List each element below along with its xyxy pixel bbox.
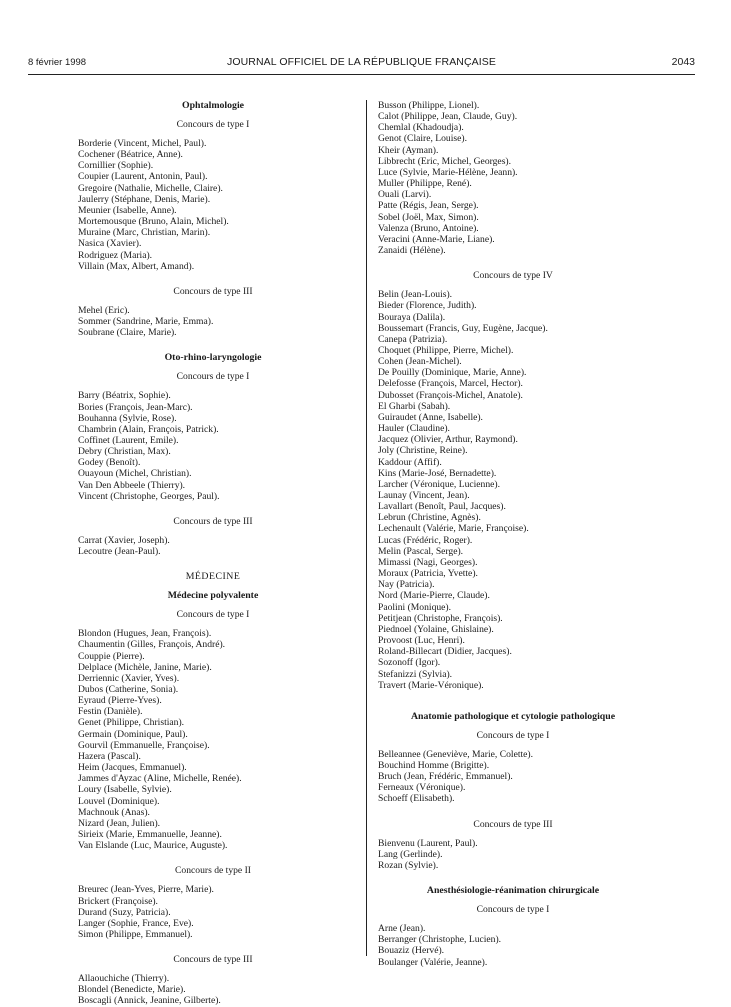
list-item: Durand (Suzy, Patricia). — [78, 906, 171, 918]
list-item: Kheir (Ayman). — [378, 144, 439, 156]
list-item: Ouali (Larvi). — [378, 189, 432, 201]
list-item: Canepa (Patrizia). — [378, 333, 448, 345]
list-item: Stefanizzi (Sylvia). — [378, 668, 453, 680]
list-item: Busson (Philippe, Lionel). — [378, 100, 480, 111]
list-item: Jaulerry (Stéphane, Denis, Marie). — [78, 193, 211, 205]
list-item: Simon (Philippe, Emmanuel). — [78, 928, 193, 940]
list-item: Lang (Gerlinde). — [378, 848, 443, 860]
list-item: Boulanger (Valérie, Jeanne). — [378, 956, 488, 968]
list-item: Paolini (Monique). — [378, 601, 452, 613]
list-item: Valenza (Bruno, Antoine). — [378, 222, 479, 234]
list-item: Chambrin (Alain, François, Patrick). — [78, 423, 219, 435]
list-item: Carrat (Xavier, Joseph). — [78, 534, 170, 546]
list-item: Dubosset (François-Michel, Anatole). — [378, 389, 523, 401]
list-item: Delefosse (François, Marcel, Hector). — [378, 378, 523, 390]
list-item: Lebrun (Christine, Agnès). — [378, 512, 481, 524]
subsection-heading: Concours de type IV — [473, 270, 553, 282]
list-item: Villain (Max, Albert, Amand). — [78, 260, 195, 272]
list-item: Eyraud (Pierre-Yves). — [78, 695, 162, 707]
list-item: Calot (Philippe, Jean, Claude, Guy). — [378, 111, 518, 123]
list-item: Van Elslande (Luc, Maurice, Auguste). — [78, 840, 228, 852]
list-item: Delplace (Michèle, Janine, Marie). — [78, 661, 212, 673]
section-heading: MÉDECINE — [185, 571, 241, 583]
list-item: Chaumentin (Gilles, François, André). — [78, 639, 226, 651]
list-item: Barry (Béatrix, Sophie). — [78, 390, 171, 402]
list-item: Sobel (Joël, Max, Simon). — [378, 211, 479, 223]
list-item: Sozonoff (Igor). — [378, 657, 441, 669]
list-item: Machnouk (Anas). — [78, 806, 150, 818]
list-item: Joly (Christine, Reine). — [378, 445, 468, 457]
list-item: Mortemousque (Bruno, Alain, Michel). — [78, 216, 229, 228]
subsection-heading: Concours de type III — [173, 954, 253, 966]
list-item: Zanaidi (Hélène). — [378, 245, 446, 257]
list-item: Coffinet (Laurent, Emile). — [78, 434, 179, 446]
list-item: Louvel (Dominique). — [78, 795, 160, 807]
list-item: Ouayoun (Michel, Christian). — [78, 468, 192, 480]
list-item: Patte (Régis, Jean, Serge). — [378, 200, 479, 212]
list-item: Boussemart (Francis, Guy, Eugène, Jacque). — [378, 322, 548, 334]
list-item: Belin (Jean-Louis). — [378, 289, 453, 301]
list-item: Blondel (Benedicte, Marie). — [78, 984, 186, 996]
section-heading: Oto-rhino-laryngologie — [164, 352, 262, 364]
list-item: Jacquez (Olivier, Arthur, Raymond). — [378, 434, 518, 446]
list-item: Cornillier (Sophie). — [78, 160, 154, 172]
subsection-heading: Concours de type I — [476, 904, 550, 916]
list-item: Choquet (Philippe, Pierre, Michel). — [378, 344, 514, 356]
list-item: Guiraudet (Anne, Isabelle). — [378, 411, 483, 423]
list-item: Langer (Sophie, France, Eve). — [78, 917, 194, 929]
list-item: Kins (Marie-José, Bernadette). — [378, 467, 497, 479]
list-item: Lavallart (Benoît, Paul, Jacques). — [378, 501, 506, 513]
list-item: Blondon (Hugues, Jean, François). — [78, 628, 212, 640]
list-item: Van Den Abbeele (Thierry). — [78, 479, 186, 491]
header-date: 8 février 1998 — [28, 57, 87, 68]
list-item: Rozan (Sylvie). — [378, 859, 439, 871]
list-item: Breurec (Jean-Yves, Pierre, Marie). — [78, 884, 214, 896]
list-item: Coupier (Laurent, Antonin, Paul). — [78, 171, 208, 183]
list-item: Gourvil (Emmanuelle, Françoise). — [78, 739, 210, 751]
list-item: Godey (Benoît). — [78, 457, 141, 469]
list-item: Nasica (Xavier). — [78, 238, 142, 250]
list-item: Meunier (Isabelle, Anne). — [78, 204, 177, 216]
list-item: Jammes d'Ayzac (Aline, Michelle, Renée). — [78, 773, 242, 785]
list-item: Sirieix (Marie, Emmanuelle, Jeanne). — [78, 829, 222, 841]
list-item: Rodriguez (Maria). — [78, 249, 153, 261]
header-rule — [28, 74, 695, 75]
list-item: Ferneaux (Véronique). — [378, 782, 466, 794]
list-item: Melin (Pascal, Serge). — [378, 545, 464, 557]
list-item: Libbrecht (Eric, Michel, Georges). — [378, 155, 512, 167]
list-item: Schoeff (Elisabeth). — [378, 793, 455, 805]
list-item: Derriennic (Xavier, Yves). — [78, 672, 180, 684]
list-item: Arne (Jean). — [378, 923, 426, 935]
list-item: Hauler (Claudine). — [378, 423, 450, 435]
subsection-heading: Concours de type I — [176, 119, 250, 130]
list-item: Nizard (Jean, Julien). — [78, 817, 161, 829]
list-item: Veracini (Anne-Marie, Liane). — [378, 233, 495, 245]
list-item: Bieder (Florence, Judith). — [378, 300, 477, 312]
list-item: Chemlal (Khadoudja). — [378, 122, 464, 134]
list-item: Bouraya (Dalila). — [378, 311, 446, 323]
list-item: Muraine (Marc, Christian, Marin). — [78, 227, 211, 239]
list-item: Festin (Danièle). — [78, 706, 143, 718]
subsection-heading: Concours de type III — [173, 515, 253, 527]
list-item: Provoost (Luc, Henri). — [378, 635, 465, 647]
list-item: Hazera (Pascal). — [78, 750, 141, 762]
list-item: Lucas (Frédéric, Roger). — [378, 534, 473, 546]
list-item: Soubrane (Claire, Marie). — [78, 327, 177, 339]
list-item: El Gharbi (Sabah). — [378, 400, 451, 412]
column-divider — [366, 100, 367, 956]
list-item: Bruch (Jean, Frédéric, Emmanuel). — [378, 771, 513, 783]
list-item: Vincent (Christophe, Georges, Paul). — [78, 490, 220, 502]
list-item: Lechenault (Valérie, Marie, Françoise). — [378, 523, 529, 535]
subsection-heading: Concours de type I — [476, 729, 550, 741]
list-item: Belleannee (Geneviève, Marie, Colette). — [378, 748, 534, 760]
list-item: Travert (Marie-Véronique). — [378, 679, 484, 691]
page-header — [28, 57, 695, 73]
list-item: Heim (Jacques, Emmanuel). — [78, 762, 187, 774]
list-item: Genot (Claire, Louise). — [378, 133, 467, 145]
subsection-heading: Concours de type III — [173, 285, 253, 297]
left-column — [78, 100, 348, 1007]
list-item: Allaouchiche (Thierry). — [78, 973, 170, 985]
list-item: Nay (Patricia). — [378, 579, 435, 591]
list-item: Launay (Vincent, Jean). — [378, 490, 470, 501]
list-item: Nord (Marie-Pierre, Claude). — [378, 590, 490, 602]
list-item: Gregoire (Nathalie, Michelle, Claire). — [78, 182, 223, 194]
list-item: Piednoel (Yolaine, Ghislaine). — [378, 623, 494, 635]
page-number: 2043 — [671, 56, 695, 68]
list-item: Bouchind Homme (Brigitte). — [378, 759, 490, 771]
section-heading: Ophtalmologie — [181, 100, 245, 111]
list-item: Mimassi (Nagi, Georges). — [378, 556, 478, 568]
list-item: Lecoutre (Jean-Paul). — [78, 546, 161, 558]
list-item: Sommer (Sandrine, Marie, Emma). — [78, 316, 214, 328]
list-item: Bouhanna (Sylvie, Rose). — [78, 412, 177, 424]
list-item: Couppie (Pierre). — [78, 650, 145, 662]
section-heading: Anatomie pathologique et cytologie pathologique — [410, 710, 616, 722]
list-item: Loury (Isabelle, Sylvie). — [78, 784, 172, 796]
list-item: Bouaziz (Hervé). — [378, 945, 445, 957]
list-item: Bienvenu (Laurent, Paul). — [378, 837, 478, 849]
list-item: Borderie (Vincent, Michel, Paul). — [78, 138, 207, 149]
list-item: Cohen (Jean-Michel). — [378, 356, 462, 368]
subsection-heading: Concours de type I — [176, 371, 250, 383]
list-item: Roland-Billecart (Didier, Jacques). — [378, 646, 512, 658]
section-heading: Médecine polyvalente — [167, 590, 259, 602]
subsection-heading: Concours de type III — [473, 818, 553, 830]
header-title: JOURNAL OFFICIEL DE LA RÉPUBLIQUE FRANÇAISE — [227, 56, 496, 68]
list-item: Muller (Philippe, René). — [378, 178, 472, 190]
list-item: Genet (Philippe, Christian). — [78, 717, 185, 729]
subsection-heading: Concours de type II — [175, 865, 251, 877]
list-item: Debry (Christian, Max). — [78, 446, 171, 458]
list-item: Luce (Sylvie, Marie-Hélène, Jeann). — [378, 166, 518, 178]
section-heading: Anesthésiologie-réanimation chirurgicale — [426, 885, 600, 897]
list-item: Kaddour (Affif). — [378, 456, 442, 468]
list-item: Larcher (Véronique, Lucienne). — [378, 478, 500, 490]
list-item: Moraux (Patricia, Yvette). — [378, 568, 478, 580]
list-item: Cochener (Béatrice, Anne). — [78, 149, 183, 161]
list-item: Brickert (Françoise). — [78, 895, 158, 907]
list-item: Dubos (Catherine, Sonia). — [78, 684, 179, 695]
list-item: Petitjean (Christophe, François). — [378, 612, 503, 624]
list-item: Mehel (Eric). — [78, 304, 130, 316]
list-item: Bories (François, Jean-Marc). — [78, 401, 193, 413]
list-item: Germain (Dominique, Paul). — [78, 728, 188, 740]
subsection-heading: Concours de type I — [176, 609, 250, 621]
right-column — [378, 100, 648, 968]
list-item: Boscagli (Annick, Jeanine, Gilberte). — [78, 995, 221, 1007]
list-item: De Pouilly (Dominique, Marie, Anne). — [378, 367, 527, 379]
list-item: Berranger (Christophe, Lucien). — [378, 934, 502, 946]
